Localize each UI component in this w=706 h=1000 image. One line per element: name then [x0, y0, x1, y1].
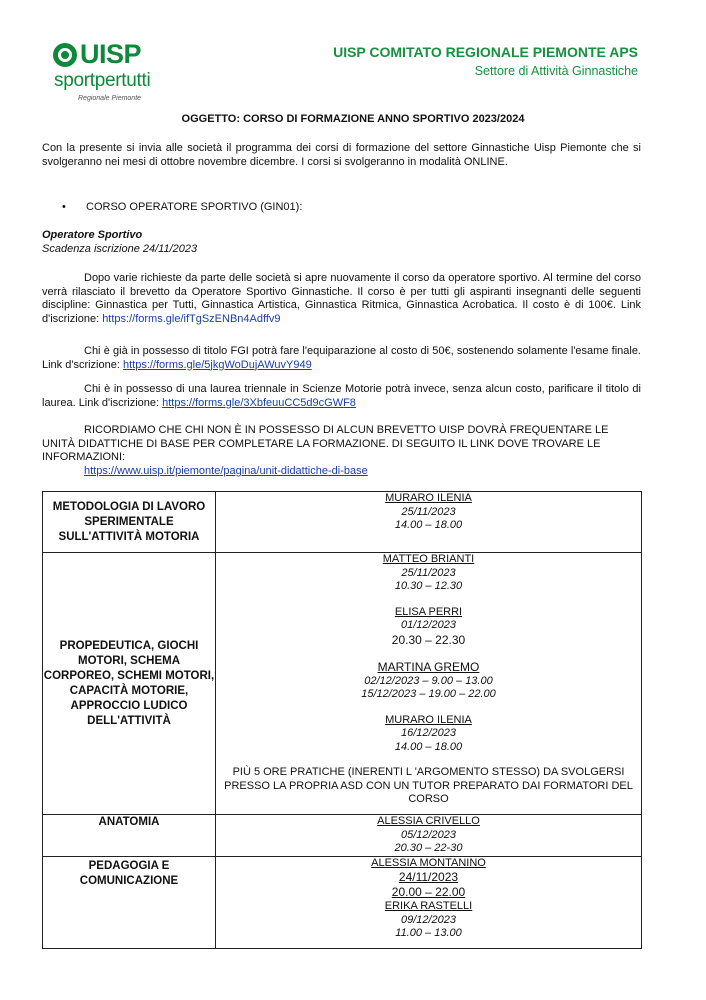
module-schedule: [216, 553, 642, 815]
session-time: 15/12/2023 – 19.00 – 22.00: [361, 688, 496, 700]
session-time: 11.00 – 13.00: [395, 927, 462, 939]
didactic-units-link[interactable]: https://www.uisp.it/piemonte/pagina/unit-didattiche-di-base: [84, 465, 368, 477]
org-subtitle: Settore di Attività Ginnastiche: [474, 64, 638, 78]
logo-region: Regionale Piemonte: [78, 95, 142, 102]
practical-hours-note: PIÙ 5 ORE PRATICHE (INERENTI L 'ARGOMENTO STESSO) DA SVOLGERSI PRESSO LA PROPRIA ASD CON UN TUTOR PREPARATO DAI FORMATORI DEL CORSO: [224, 766, 633, 805]
table-row: [43, 856, 642, 948]
session-time: 10.30 – 12.30: [394, 580, 463, 592]
teacher-name: MURARO ILENIA: [385, 492, 472, 504]
session-date: 09/12/2023: [400, 913, 457, 926]
module-label: PEDAGOGIA E COMUNICAZIONE: [43, 856, 216, 948]
logo-tagline: sportpertutti: [54, 70, 151, 91]
teacher-name: MURARO ILENIA: [385, 713, 472, 726]
paragraph-4-link-line: [84, 465, 584, 479]
teacher-name: ERIKA RASTELLI: [384, 900, 473, 912]
paragraph-1: [42, 272, 641, 326]
session-time: 14.00 – 18.00: [394, 740, 463, 753]
table-row: [43, 492, 642, 553]
session-time: 14.00 – 18.00: [394, 519, 463, 531]
module-schedule: [216, 815, 642, 857]
session-time: 20.30 – 22-30: [394, 842, 463, 854]
session-date: 01/12/2023: [400, 619, 457, 631]
session-date: 02/12/2023 – 9.00 – 13.00: [364, 674, 493, 687]
paragraph-3: [42, 383, 641, 410]
teacher-name: ALESSIA CRIVELLO: [377, 815, 480, 827]
paragraph-2: [42, 345, 641, 372]
session-time: 20.30 – 22.30: [391, 632, 466, 647]
teacher-name: ALESSIA MONTANINO: [371, 856, 486, 869]
uisp-logo: [52, 40, 162, 106]
signup-link-1[interactable]: https://forms.gle/ifTgSzENBn4Adffv9: [102, 312, 281, 325]
logo-uisp-text: UISP: [80, 39, 142, 69]
session-date: 25/11/2023: [401, 505, 456, 518]
module-schedule: [216, 492, 642, 553]
session-time: 20.00 – 22.00: [391, 885, 466, 899]
signup-link-3[interactable]: https://forms.gle/3XbfeuuCC5d9cGWF8: [162, 396, 356, 409]
session-date: 05/12/2023: [400, 828, 457, 841]
module-label: ANATOMIA: [43, 815, 216, 857]
intro-paragraph: Con la presente si invia alle società il programma dei corsi di formazione del settore Ginnastiche Uisp Piemonte che si svolgeranno nei mesi di ottobre novembre dicembre. I corsi si svolgeranno in modalità ONLINE.: [42, 142, 641, 168]
module-label: METODOLOGIA DI LAVORO SPERIMENTALE SULL'ATTIVITÀ MOTORIA: [43, 492, 216, 553]
paragraph-4: [42, 424, 641, 465]
paragraph-2-text: Chi è già in possesso di titolo FGI potrà fare l'equiparazione al costo di 50€, sostenendo solamente l'esame finale. Link d'scrizione:: [42, 345, 641, 371]
subject-line: OGGETTO: CORSO DI FORMAZIONE ANNO SPORTIVO 2023/2024: [181, 113, 525, 125]
paragraph-1-text: Dopo varie richieste da parte delle società si apre nuovamente il corso da operatore sportivo. Al termine del corso verrà rilasciato il brevetto da Operatore Sportivo Ginnastiche. Il corso è per tutti gli aspiranti insegnanti delle seguenti discipline: Ginnastica per Tutti, Ginnastica Artistica, Ginnastica Ritmica, Ginnastica Acrobatica. Il costo è di 100€. Link d'iscrizione:: [42, 272, 641, 325]
course-name: Operatore Sportivo: [42, 229, 143, 241]
bullet-text: CORSO OPERATORE SPORTIVO (GIN01):: [86, 201, 303, 213]
org-title: UISP COMITATO REGIONALE PIEMONTE APS: [333, 44, 638, 60]
teacher-name: ELISA PERRI: [394, 605, 463, 618]
uisp-logo-mark-icon: [52, 42, 78, 68]
course-bullet: [62, 200, 302, 214]
session-date: 24/11/2023: [398, 870, 459, 884]
module-schedule: [216, 856, 642, 948]
schedule-table: [42, 491, 642, 949]
bullet-icon: •: [62, 201, 66, 213]
paragraph-3-text: Chi è in possesso di una laurea triennale in Scienze Motorie potrà invece, senza alcun costo, parificare il titolo di laurea. Link d'iscrizione:: [42, 383, 641, 409]
session-date: 25/11/2023: [401, 566, 456, 579]
teacher-name: MATTEO BRIANTI: [382, 553, 475, 565]
module-label: PROPEDEUTICA, GIOCHI MOTORI, SCHEMA CORPOREO, SCHEMI MOTORI, CAPACITÀ MOTORIE, APPROCCIO LUDICO DELL'ATTIVITÀ: [43, 553, 216, 815]
table-row: [43, 815, 642, 857]
session-date: 16/12/2023: [400, 727, 457, 739]
course-header: [42, 229, 641, 256]
teacher-name: MARTINA GREMO: [377, 659, 480, 674]
signup-link-2[interactable]: https://forms.gle/5jkgWoDujAWuvY949: [122, 358, 312, 371]
table-row: [43, 553, 642, 815]
paragraph-4-text: RICORDIAMO CHE CHI NON È IN POSSESSO DI ALCUN BREVETTO UISP DOVRÀ FREQUENTARE LE UNITÀ DIDATTICHE DI BASE PER COMPLETARE LA FORMAZIONE. DI SEGUITO IL LINK DOVE TROVARE LE INFORMAZIONI:: [42, 424, 609, 464]
course-deadline: Scadenza iscrizione 24/11/2023: [42, 242, 198, 255]
